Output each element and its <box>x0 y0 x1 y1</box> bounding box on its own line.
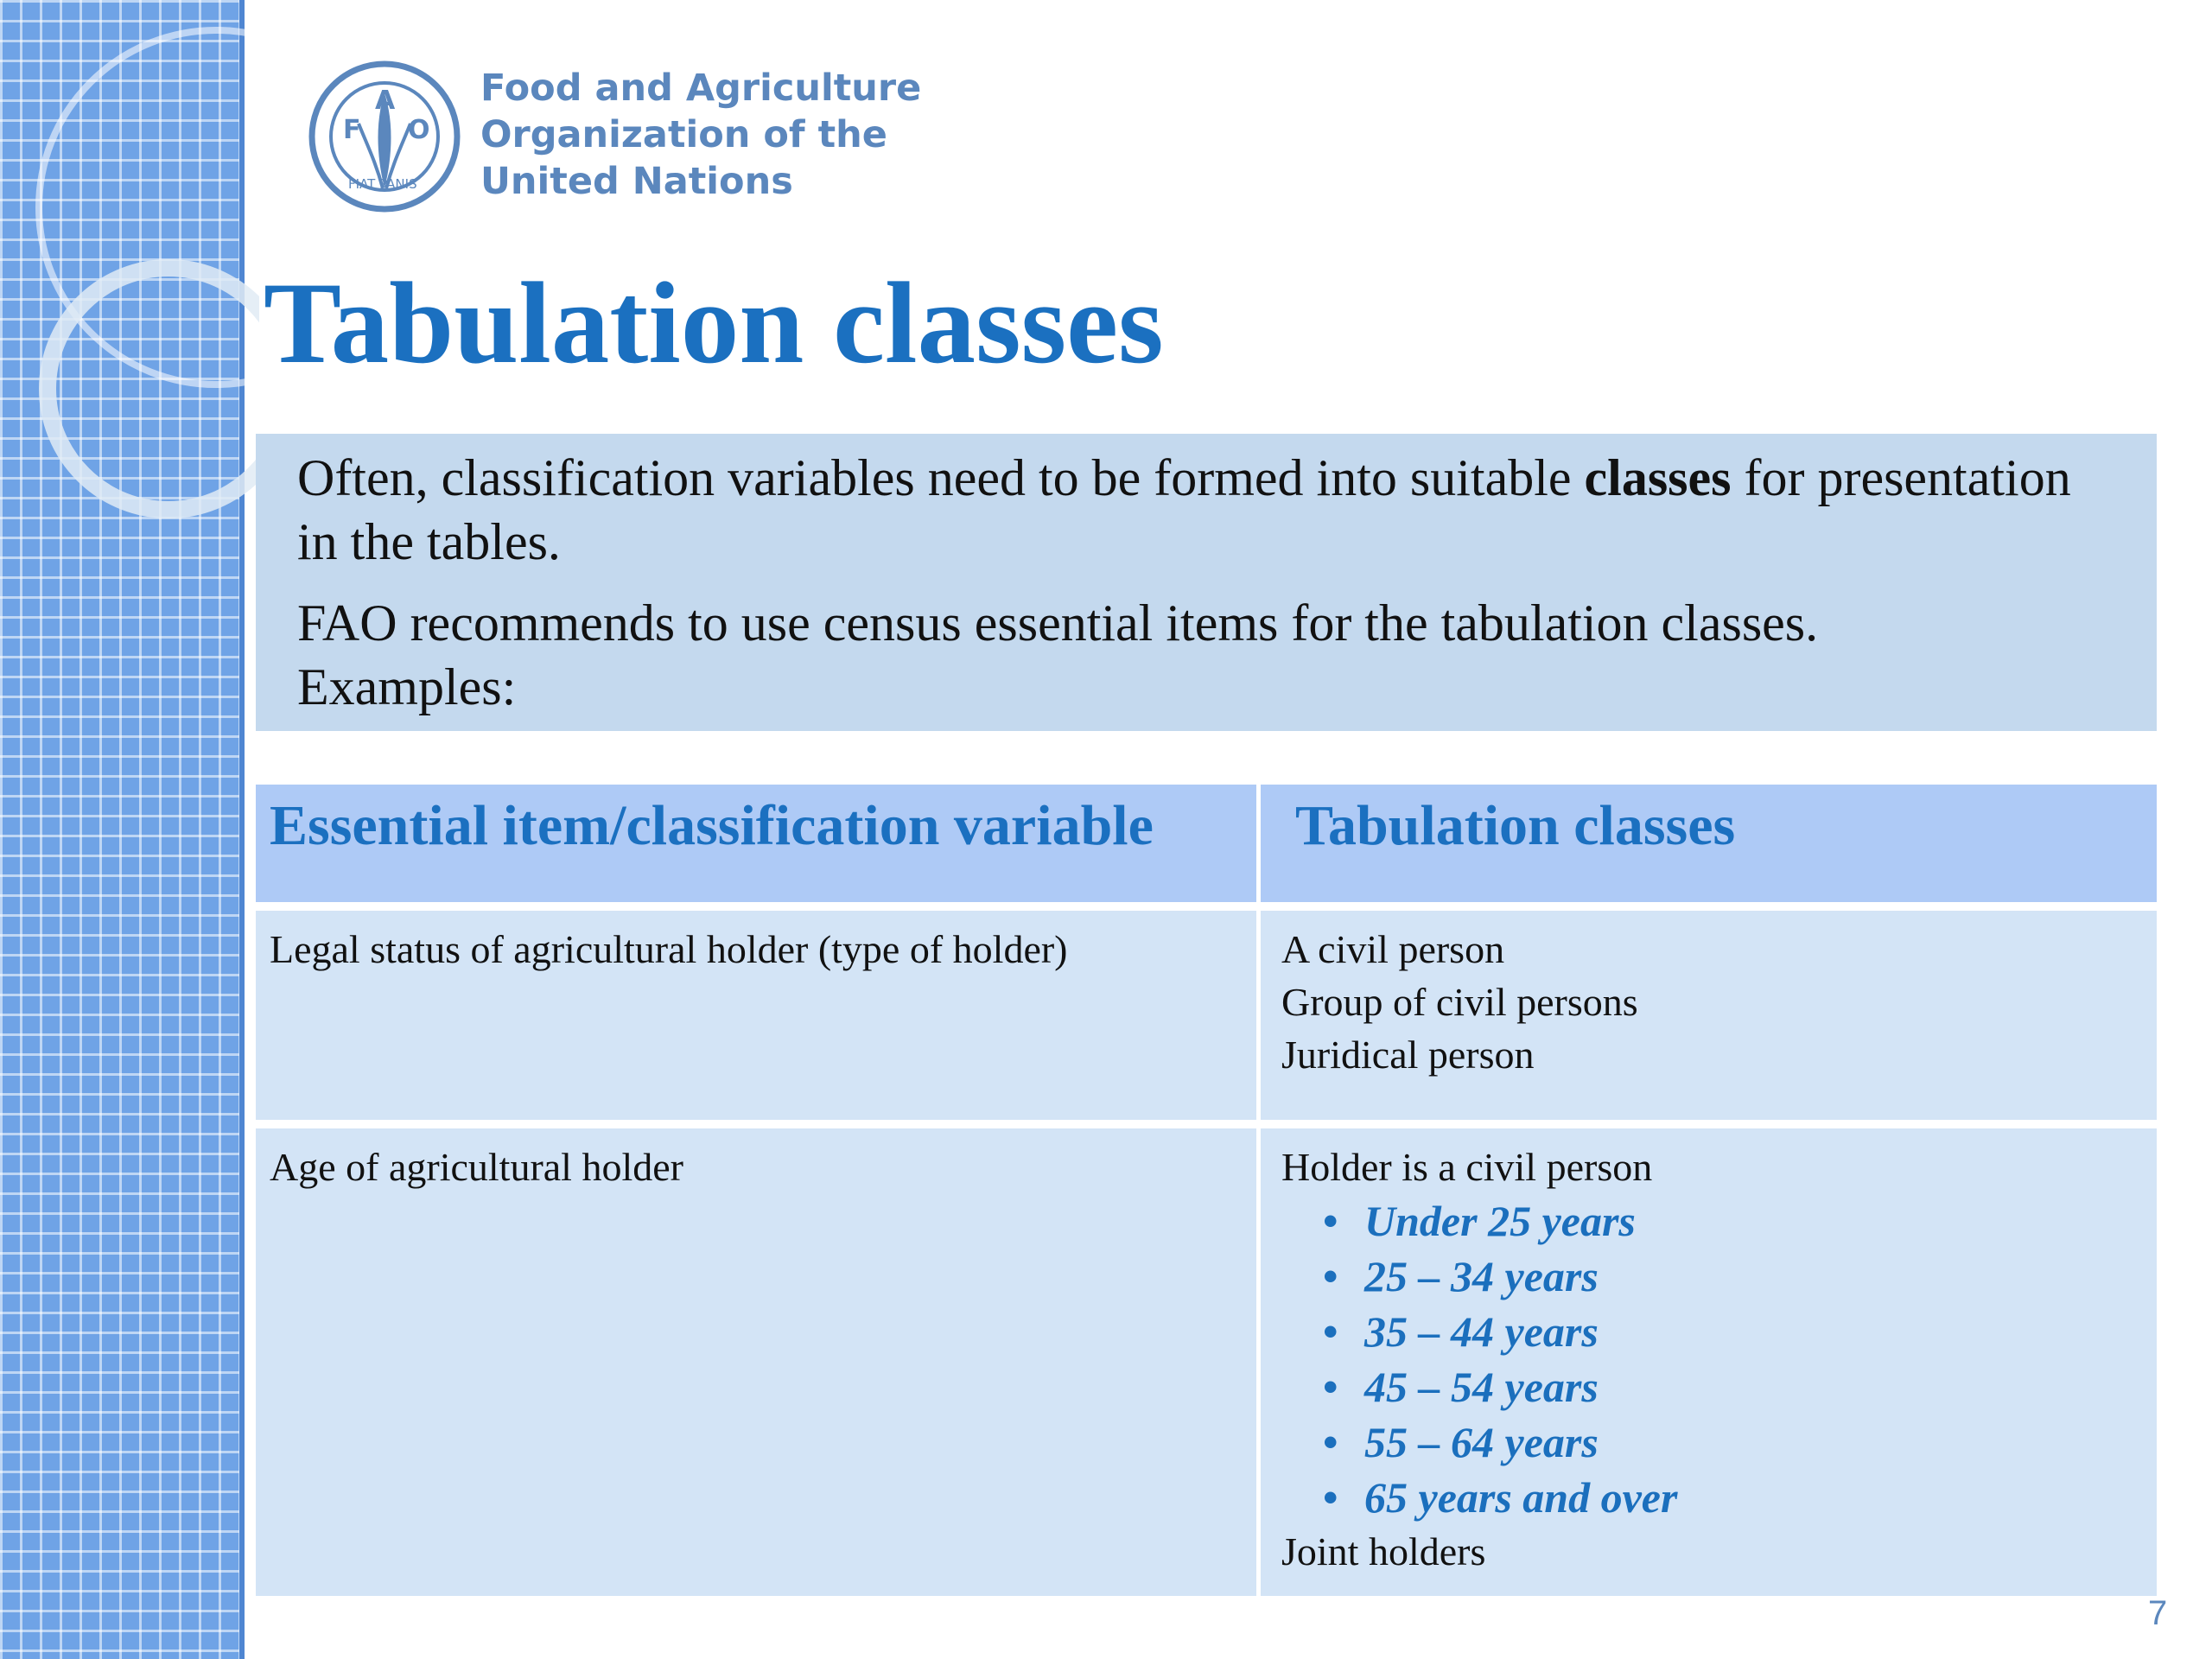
age-class-item <box>1323 1359 2143 1414</box>
age-class-label: 35 – 44 years <box>1364 1307 1599 1356</box>
classes-cell <box>1261 1128 2157 1596</box>
age-class-label: 25 – 34 years <box>1364 1252 1599 1300</box>
logo-motto: FIAT PANIS <box>348 176 417 192</box>
class-item: Holder is a civil person <box>1281 1145 1653 1189</box>
intro-recommendation: FAO recommends to use census essential items for the tabulation classes. <box>297 594 1819 652</box>
class-item: Juridical person <box>1281 1033 1535 1077</box>
item-cell: Age of agricultural holder <box>256 1128 1261 1596</box>
intro-examples-label: Examples: <box>297 658 517 715</box>
intro-text-start: Often, classification variables need to be formed into suitable <box>297 449 1585 506</box>
age-class-list <box>1281 1193 2143 1525</box>
age-class-label: 65 years and over <box>1364 1473 1678 1522</box>
age-class-label: Under 25 years <box>1364 1197 1636 1245</box>
page-number: 7 <box>2148 1594 2168 1632</box>
class-item: Group of civil persons <box>1281 980 1638 1024</box>
classes-cell <box>1261 911 2157 1128</box>
header-essential-item: Essential item/classification variable <box>256 785 1261 911</box>
fao-logo <box>307 59 462 214</box>
age-class-item <box>1323 1193 2143 1249</box>
intro-bold-term: classes <box>1584 449 1732 506</box>
table-row <box>256 1128 2157 1596</box>
bullet-icon: • <box>1323 1252 1338 1300</box>
class-item: A civil person <box>1281 927 1505 971</box>
org-name-line-3: United Nations <box>480 160 793 203</box>
header-tabulation-classes: Tabulation classes <box>1261 785 2157 911</box>
table-row <box>256 911 2157 1128</box>
class-item: Joint holders <box>1281 1529 1486 1573</box>
org-name-line-1: Food and Agriculture <box>480 67 922 110</box>
bullet-icon: • <box>1323 1418 1338 1466</box>
tabulation-table <box>256 785 2157 1596</box>
bullet-icon: • <box>1323 1307 1338 1356</box>
org-name-line-2: Organization of the <box>480 113 887 156</box>
decorative-rings <box>0 0 259 553</box>
table-header-row <box>256 785 2157 911</box>
organization-name <box>480 65 921 205</box>
intro-paragraph-1 <box>297 446 2122 574</box>
age-class-label: 55 – 64 years <box>1364 1418 1599 1466</box>
age-class-item <box>1323 1470 2143 1525</box>
intro-box <box>256 434 2157 731</box>
logo-letter-o: O <box>408 115 430 145</box>
logo-letter-a: A <box>375 86 396 116</box>
age-class-label: 45 – 54 years <box>1364 1363 1599 1411</box>
logo-letter-f: F <box>343 115 361 145</box>
age-class-item <box>1323 1304 2143 1359</box>
item-cell: Legal status of agricultural holder (type of holder) <box>256 911 1261 1128</box>
intro-text-end: for presentation in the tables. <box>297 449 2071 570</box>
age-class-item <box>1323 1249 2143 1304</box>
bullet-icon: • <box>1323 1363 1338 1411</box>
slide-title: Tabulation classes <box>264 259 1164 388</box>
intro-paragraph-2 <box>297 591 2122 719</box>
bullet-icon: • <box>1323 1197 1338 1245</box>
age-class-item <box>1323 1414 2143 1470</box>
bullet-icon: • <box>1323 1473 1338 1522</box>
